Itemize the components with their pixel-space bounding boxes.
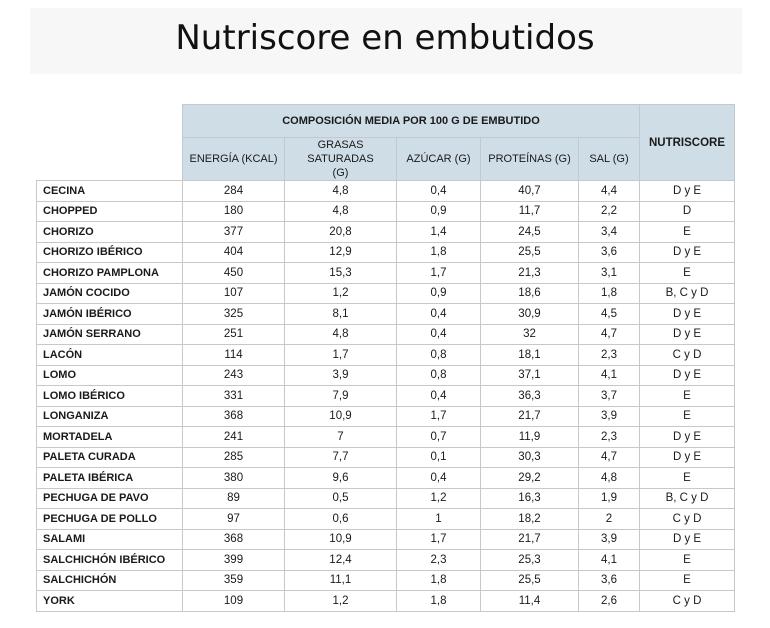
cell-sal: 3,9	[579, 529, 640, 550]
cell-nutriscore: E	[640, 550, 735, 571]
cell-azucar: 0,7	[397, 427, 481, 448]
cell-azucar: 0,8	[397, 345, 481, 366]
cell-grasas-saturadas: 4,8	[285, 324, 397, 345]
cell-azucar: 0,9	[397, 283, 481, 304]
cell-grasas-saturadas: 7	[285, 427, 397, 448]
cell-grasas-saturadas: 1,2	[285, 283, 397, 304]
cell-grasas-saturadas: 12,4	[285, 550, 397, 571]
cell-grasas-saturadas: 20,8	[285, 222, 397, 243]
cell-nutriscore: B, C y D	[640, 488, 735, 509]
cell-grasas-saturadas: 0,5	[285, 488, 397, 509]
row-name: LOMO	[37, 365, 183, 386]
cell-proteinas: 18,2	[481, 509, 579, 530]
cell-energia: 114	[183, 345, 285, 366]
cell-azucar: 0,9	[397, 201, 481, 222]
composition-group-header: COMPOSICIÓN MEDIA POR 100 G DE EMBUTIDO	[183, 105, 640, 138]
table-row	[37, 550, 735, 571]
table-row	[37, 222, 735, 243]
row-name: SALCHICHÓN IBÉRICO	[37, 550, 183, 571]
row-name: JAMÓN SERRANO	[37, 324, 183, 345]
cell-grasas-saturadas: 10,9	[285, 529, 397, 550]
cell-energia: 331	[183, 386, 285, 407]
cell-sal: 3,6	[579, 242, 640, 263]
cell-energia: 359	[183, 570, 285, 591]
cell-proteinas: 21,3	[481, 263, 579, 284]
cell-grasas-saturadas: 7,7	[285, 447, 397, 468]
cell-sal: 4,7	[579, 324, 640, 345]
cell-nutriscore: D y E	[640, 242, 735, 263]
cell-nutriscore: D y E	[640, 181, 735, 202]
table-row	[37, 304, 735, 325]
cell-proteinas: 36,3	[481, 386, 579, 407]
cell-azucar: 1,7	[397, 529, 481, 550]
cell-grasas-saturadas: 12,9	[285, 242, 397, 263]
cell-grasas-saturadas: 3,9	[285, 365, 397, 386]
cell-azucar: 0,1	[397, 447, 481, 468]
cell-sal: 2,3	[579, 427, 640, 448]
cell-energia: 109	[183, 591, 285, 612]
cell-nutriscore: E	[640, 570, 735, 591]
cell-nutriscore: E	[640, 468, 735, 489]
cell-proteinas: 32	[481, 324, 579, 345]
cell-proteinas: 11,4	[481, 591, 579, 612]
cell-sal: 4,1	[579, 550, 640, 571]
table-row	[37, 468, 735, 489]
cell-proteinas: 16,3	[481, 488, 579, 509]
cell-azucar: 0,4	[397, 468, 481, 489]
cell-sal: 4,7	[579, 447, 640, 468]
cell-nutriscore: C y D	[640, 345, 735, 366]
cell-sal: 4,4	[579, 181, 640, 202]
cell-azucar: 0,4	[397, 181, 481, 202]
cell-nutriscore: D	[640, 201, 735, 222]
cell-azucar: 1,2	[397, 488, 481, 509]
cell-nutriscore: C y D	[640, 509, 735, 530]
row-name: MORTADELA	[37, 427, 183, 448]
cell-proteinas: 11,7	[481, 201, 579, 222]
cell-nutriscore: D y E	[640, 324, 735, 345]
table-row	[37, 324, 735, 345]
cell-sal: 4,1	[579, 365, 640, 386]
cell-energia: 368	[183, 406, 285, 427]
cell-grasas-saturadas: 9,6	[285, 468, 397, 489]
cell-azucar: 2,3	[397, 550, 481, 571]
cell-proteinas: 30,3	[481, 447, 579, 468]
cell-grasas-saturadas: 15,3	[285, 263, 397, 284]
table-row	[37, 345, 735, 366]
cell-nutriscore: E	[640, 222, 735, 243]
cell-grasas-saturadas: 1,2	[285, 591, 397, 612]
cell-azucar: 0,4	[397, 304, 481, 325]
cell-grasas-saturadas: 1,7	[285, 345, 397, 366]
cell-nutriscore: D y E	[640, 427, 735, 448]
cell-sal: 3,6	[579, 570, 640, 591]
header-blank-cell	[37, 105, 183, 181]
page-title: Nutriscore en embutidos	[175, 18, 595, 58]
cell-nutriscore: D y E	[640, 447, 735, 468]
cell-nutriscore: E	[640, 386, 735, 407]
cell-grasas-saturadas: 10,9	[285, 406, 397, 427]
row-name: YORK	[37, 591, 183, 612]
table-row	[37, 283, 735, 304]
cell-azucar: 1,7	[397, 406, 481, 427]
table-row	[37, 447, 735, 468]
row-name: SALAMI	[37, 529, 183, 550]
cell-proteinas: 37,1	[481, 365, 579, 386]
table-row	[37, 488, 735, 509]
table-row	[37, 201, 735, 222]
row-name: CHORIZO IBÉRICO	[37, 242, 183, 263]
row-name: JAMÓN COCIDO	[37, 283, 183, 304]
column-header-sal: SAL (G)	[579, 138, 640, 181]
cell-grasas-saturadas: 11,1	[285, 570, 397, 591]
row-name: LOMO IBÉRICO	[37, 386, 183, 407]
row-name: CHOPPED	[37, 201, 183, 222]
row-name: PALETA CURADA	[37, 447, 183, 468]
row-name: CECINA	[37, 181, 183, 202]
cell-azucar: 1	[397, 509, 481, 530]
cell-grasas-saturadas: 4,8	[285, 201, 397, 222]
nutriscore-header: NUTRISCORE	[640, 105, 735, 181]
row-name: SALCHICHÓN	[37, 570, 183, 591]
cell-sal: 3,4	[579, 222, 640, 243]
cell-energia: 399	[183, 550, 285, 571]
table-row	[37, 509, 735, 530]
cell-proteinas: 11,9	[481, 427, 579, 448]
row-name: LONGANIZA	[37, 406, 183, 427]
cell-proteinas: 29,2	[481, 468, 579, 489]
cell-energia: 380	[183, 468, 285, 489]
cell-energia: 107	[183, 283, 285, 304]
table-body	[37, 181, 735, 612]
cell-grasas-saturadas: 7,9	[285, 386, 397, 407]
cell-nutriscore: C y D	[640, 591, 735, 612]
column-header-energia: ENERGÍA (KCAL)	[183, 138, 285, 181]
table-row	[37, 365, 735, 386]
cell-proteinas: 18,1	[481, 345, 579, 366]
table-row	[37, 386, 735, 407]
row-name: PECHUGA DE POLLO	[37, 509, 183, 530]
cell-sal: 4,5	[579, 304, 640, 325]
cell-sal: 2,6	[579, 591, 640, 612]
cell-azucar: 1,8	[397, 591, 481, 612]
cell-azucar: 1,8	[397, 242, 481, 263]
cell-azucar: 1,7	[397, 263, 481, 284]
cell-grasas-saturadas: 0,6	[285, 509, 397, 530]
table-row	[37, 427, 735, 448]
column-header-proteinas: PROTEÍNAS (G)	[481, 138, 579, 181]
cell-energia: 251	[183, 324, 285, 345]
cell-azucar: 1,8	[397, 570, 481, 591]
table-row	[37, 570, 735, 591]
cell-nutriscore: E	[640, 263, 735, 284]
cell-azucar: 0,4	[397, 324, 481, 345]
row-name: LACÓN	[37, 345, 183, 366]
cell-sal: 3,7	[579, 386, 640, 407]
cell-energia: 97	[183, 509, 285, 530]
cell-energia: 241	[183, 427, 285, 448]
nutriscore-table	[36, 104, 735, 612]
cell-proteinas: 30,9	[481, 304, 579, 325]
cell-nutriscore: D y E	[640, 529, 735, 550]
cell-proteinas: 21,7	[481, 529, 579, 550]
cell-proteinas: 18,6	[481, 283, 579, 304]
cell-proteinas: 21,7	[481, 406, 579, 427]
cell-grasas-saturadas: 4,8	[285, 181, 397, 202]
cell-proteinas: 25,5	[481, 570, 579, 591]
row-name: PECHUGA DE PAVO	[37, 488, 183, 509]
table-row	[37, 406, 735, 427]
cell-energia: 377	[183, 222, 285, 243]
cell-energia: 285	[183, 447, 285, 468]
row-name: CHORIZO PAMPLONA	[37, 263, 183, 284]
cell-nutriscore: D y E	[640, 365, 735, 386]
cell-energia: 368	[183, 529, 285, 550]
cell-sal: 1,9	[579, 488, 640, 509]
cell-energia: 89	[183, 488, 285, 509]
table-row	[37, 263, 735, 284]
cell-nutriscore: E	[640, 406, 735, 427]
cell-azucar: 0,8	[397, 365, 481, 386]
cell-proteinas: 40,7	[481, 181, 579, 202]
cell-sal: 4,8	[579, 468, 640, 489]
cell-azucar: 0,4	[397, 386, 481, 407]
cell-sal: 2,3	[579, 345, 640, 366]
column-header-azucar: AZÚCAR (G)	[397, 138, 481, 181]
cell-proteinas: 24,5	[481, 222, 579, 243]
cell-proteinas: 25,3	[481, 550, 579, 571]
table-row	[37, 529, 735, 550]
cell-energia: 325	[183, 304, 285, 325]
cell-nutriscore: D y E	[640, 304, 735, 325]
cell-sal: 2	[579, 509, 640, 530]
row-name: JAMÓN IBÉRICO	[37, 304, 183, 325]
cell-sal: 1,8	[579, 283, 640, 304]
column-header-grasas: GRASAS SATURADAS (G)	[285, 138, 397, 181]
cell-grasas-saturadas: 8,1	[285, 304, 397, 325]
cell-proteinas: 25,5	[481, 242, 579, 263]
cell-nutriscore: B, C y D	[640, 283, 735, 304]
cell-energia: 404	[183, 242, 285, 263]
cell-energia: 180	[183, 201, 285, 222]
cell-sal: 3,9	[579, 406, 640, 427]
cell-azucar: 1,4	[397, 222, 481, 243]
cell-energia: 284	[183, 181, 285, 202]
table-row	[37, 181, 735, 202]
table-row	[37, 242, 735, 263]
cell-sal: 3,1	[579, 263, 640, 284]
table-row	[37, 591, 735, 612]
row-name: CHORIZO	[37, 222, 183, 243]
cell-sal: 2,2	[579, 201, 640, 222]
row-name: PALETA IBÉRICA	[37, 468, 183, 489]
cell-energia: 243	[183, 365, 285, 386]
cell-energia: 450	[183, 263, 285, 284]
